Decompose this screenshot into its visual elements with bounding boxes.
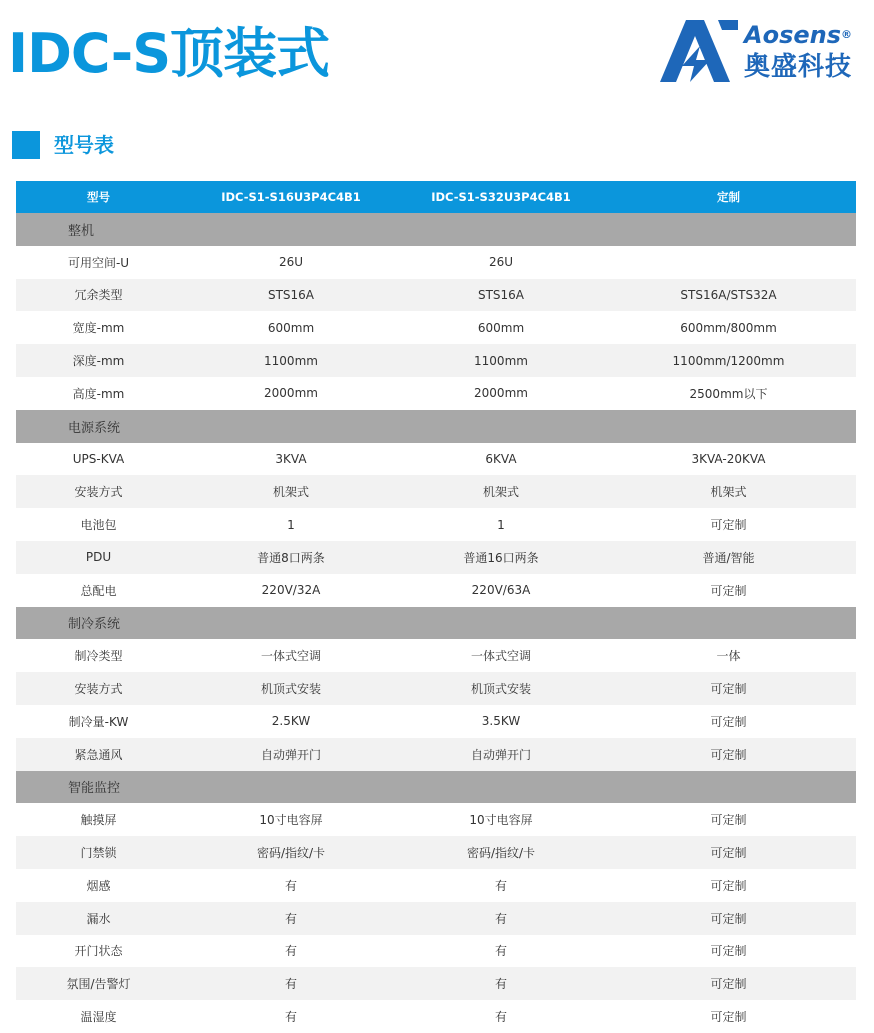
table-row [16,803,856,836]
table-cell: 可定制 [710,1010,747,1025]
table-cell: 3KVA [275,451,307,466]
row-label: 高度-mm [72,386,125,401]
table-cell: 自动弹开门 [260,747,321,762]
table-header-row [16,181,856,213]
row-label: 制冷量-KW [68,714,129,729]
table-cell: 2000mm [264,386,318,401]
row-label: 可用空间-U [67,255,130,270]
table-row [16,475,856,508]
table-cell [181,213,401,246]
table-cell: 有 [284,1010,297,1025]
row-label: 总配电 [80,583,117,598]
table-cell: 可定制 [710,878,747,893]
table-row [16,443,856,476]
table-cell: 26U [488,255,514,270]
table-cell: 有 [494,977,507,992]
group-label: 制冷系统 [68,617,121,633]
table-cell: 可定制 [710,682,747,697]
table-cell: STS16A [477,287,525,302]
row-label: 深度-mm [72,354,125,369]
section-title: 型号表 [54,133,114,157]
row-label: 漏水 [86,911,111,926]
table-cell: 可定制 [710,944,747,959]
table-cell: 有 [284,977,297,992]
spec-table [16,181,856,1033]
table-row [16,1000,856,1033]
table-cell: 1 [287,517,295,532]
row-label: 烟感 [86,878,111,893]
table-cell: 有 [284,911,297,926]
table-cell: 600mm [267,320,315,335]
table-cell [401,771,601,804]
table-cell: 可定制 [710,911,747,926]
table-row [16,574,856,607]
table-row [16,377,856,410]
table-cell [181,771,401,804]
row-label: 冗余类型 [74,288,123,303]
table-cell: 有 [284,944,297,959]
table-cell: 一体式空调 [260,649,321,664]
table-cell: 普通/智能 [702,550,755,565]
table-row [16,541,856,574]
column-header-model-2: IDC-S1-S32U3P4C4B1 [431,190,571,204]
table-cell: 可定制 [710,518,747,533]
table-cell [601,246,856,279]
table-cell: 1100mm [264,353,318,368]
row-label: 温湿度 [80,1010,117,1025]
table-row [16,967,856,1000]
row-label: 门禁锁 [80,846,117,861]
table-body [16,213,856,1033]
table-cell: 1100mm/1200mm [672,353,785,368]
table-cell: 可定制 [710,977,747,992]
table-cell: 可定制 [710,714,747,729]
logo-chinese-name: 奥盛科技 [744,52,853,82]
table-cell: 1 [497,517,505,532]
table-cell: 机架式 [482,485,519,500]
column-header-model-1: IDC-S1-S16U3P4C4B1 [221,190,361,204]
table-row [16,508,856,541]
row-label: 氛围/告警灯 [66,977,131,992]
row-label: 制冷类型 [74,649,123,664]
table-row [16,672,856,705]
table-row [16,279,856,312]
table-cell: 有 [284,878,297,893]
table-cell [601,213,856,246]
table-cell: 一体式空调 [470,649,531,664]
row-label: 安装方式 [74,485,123,500]
table-cell: 600mm/800mm [680,320,777,335]
row-label: 触摸屏 [80,813,117,828]
row-label: 紧急通风 [74,747,123,762]
table-cell: 1100mm [474,353,528,368]
table-cell: 机架式 [272,485,309,500]
table-cell: 密码/指纹/卡 [256,846,326,861]
table-row [16,246,856,279]
table-cell: 220V/63A [471,583,531,598]
brand-logo [660,20,866,84]
table-cell: 普通16口两条 [463,550,539,565]
table-cell [181,607,401,640]
row-label: 安装方式 [74,682,123,697]
table-cell [601,410,856,443]
table-row [16,344,856,377]
table-cell: 机架式 [710,485,747,500]
table-cell: 可定制 [710,583,747,598]
table-row [16,738,856,771]
table-cell: 一体 [716,649,741,664]
table-cell: STS16A/STS32A [680,287,777,302]
table-cell: 密码/指纹/卡 [466,846,536,861]
table-cell [181,410,401,443]
table-cell [401,410,601,443]
table-cell: 220V/32A [261,583,321,598]
table-group-row [16,213,856,246]
table-row [16,705,856,738]
table-cell: 有 [494,911,507,926]
row-label: UPS-KVA [72,451,125,466]
table-cell: 2000mm [474,386,528,401]
row-label: 电池包 [80,518,117,533]
table-cell: 3KVA-20KVA [691,451,766,466]
row-label: 开门状态 [74,944,123,959]
table-row [16,311,856,344]
table-group-row [16,607,856,640]
row-label: PDU [85,550,112,565]
table-cell: 有 [494,878,507,893]
table-cell [401,213,601,246]
table-cell: 600mm [477,320,525,335]
group-label: 整机 [68,223,95,239]
section-marker [12,131,40,159]
table-cell: 10寸电容屏 [259,813,323,828]
aosens-logo-icon [660,20,740,82]
table-cell [401,607,601,640]
table-cell: 机顶式安装 [470,682,531,697]
table-group-row [16,771,856,804]
table-cell: STS16A [267,287,315,302]
table-cell: 有 [494,944,507,959]
table-cell [601,607,856,640]
table-row [16,836,856,869]
table-cell: 可定制 [710,813,747,828]
table-cell: 机顶式安装 [260,682,321,697]
table-row [16,935,856,968]
group-label: 电源系统 [68,420,121,436]
table-row [16,869,856,902]
table-cell: 6KVA [485,451,517,466]
column-header-custom: 定制 [717,190,740,204]
page-title: IDC-S顶装式 [8,22,330,85]
table-cell: 26U [278,255,304,270]
row-label: 宽度-mm [72,321,125,336]
table-cell: 2500mm以下 [689,386,768,401]
table-cell: 10寸电容屏 [469,813,533,828]
table-cell: 3.5KW [481,714,521,729]
group-label: 智能监控 [68,781,121,797]
table-cell [601,771,856,804]
table-cell: 2.5KW [271,714,311,729]
table-row [16,902,856,935]
table-cell: 普通8口两条 [257,550,325,565]
logo-english-name: Aosens® [744,21,852,49]
table-cell: 自动弹开门 [470,747,531,762]
table-group-row [16,410,856,443]
table-cell: 可定制 [710,846,747,861]
column-header-model: 型号 [87,190,110,204]
table-cell: 可定制 [710,747,747,762]
table-cell: 有 [494,1010,507,1025]
table-row [16,639,856,672]
